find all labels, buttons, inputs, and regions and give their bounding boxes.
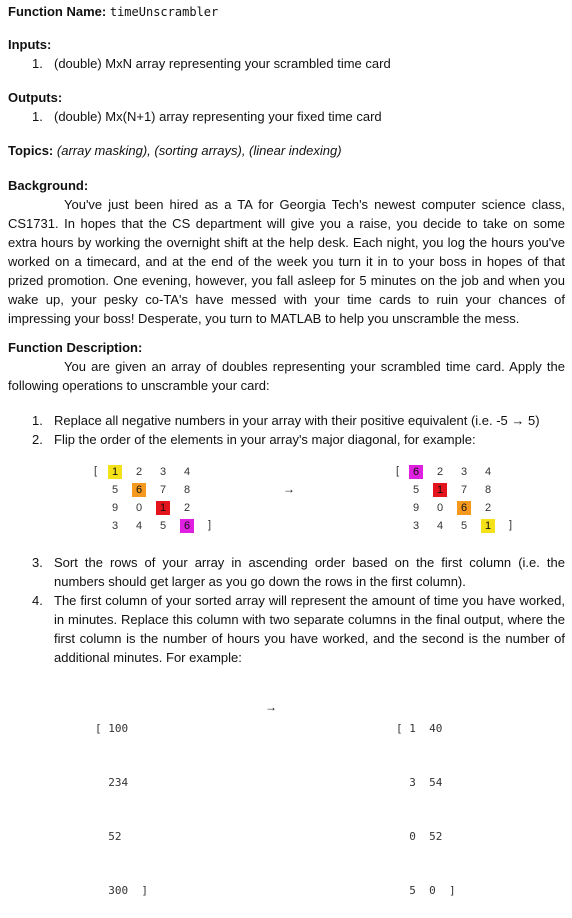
function-name-value: timeUnscrambler xyxy=(109,5,219,19)
background-heading: Background: xyxy=(8,178,89,193)
matrix-cell: 9 xyxy=(111,502,119,514)
matrix-diagonal-cell: 1 xyxy=(481,519,495,533)
inputs-item-text: (double) MxN array representing your scrambled time card xyxy=(54,56,391,71)
matrix-cell: 3 xyxy=(159,466,167,478)
matrix-cell: 3 xyxy=(111,520,119,532)
example2-arrow: → xyxy=(265,700,277,714)
example2-after-line: [ 1 40 xyxy=(396,722,443,735)
example2-after-line: 5 0 ] xyxy=(396,884,456,897)
matrix-diagonal-cell: 1 xyxy=(433,483,447,497)
example2-before-line: 234 xyxy=(95,776,129,789)
topics-label: Topics: xyxy=(8,143,54,158)
matrix-cell: 2 xyxy=(183,502,191,514)
outputs-heading: Outputs: xyxy=(8,90,63,105)
description-intro-text: You are given an array of doubles representing your scrambled time card. Apply the following operations to unscramble your card: xyxy=(8,359,565,393)
example2-before xyxy=(95,684,148,918)
background-text: You've just been hired as a TA for Georgia Tech's newest computer science class, CS1731. In hopes that the CS department will give you a raise, you decide to take on some extra hours by working the overnight shift at the help desk. Each night, you log the hours you've worked on a timecard, and at the end of the week you turn it in to your boss in hopes of that prized promotion. One evening, however, you fall asleep for 5 minutes on the job and when you wake up, your pesky co-TA's have messed with your time cards to ruin your chances of impressing your boss! Desperate, you turn to MATLAB to help you unscramble the mess. xyxy=(8,197,565,326)
list-number: 1. xyxy=(32,56,43,71)
matrix-diagonal-cell: 1 xyxy=(108,465,122,479)
matrix-cell: 9 xyxy=(412,502,420,514)
matrix-cell: 2 xyxy=(436,466,444,478)
step-2 xyxy=(32,430,565,449)
matrix-diagonal-cell: 6 xyxy=(132,483,146,497)
step-text: Flip the order of the elements in your array's major diagonal, for example: xyxy=(54,432,476,447)
matrix-cell: 5 xyxy=(111,484,119,496)
example2-after-line: 3 54 xyxy=(396,776,443,789)
matrix-cell: 3 xyxy=(460,466,468,478)
list-number: 4. xyxy=(32,593,43,608)
function-name-line xyxy=(8,4,218,19)
step-text: Replace all negative numbers in your array with their positive equivalent (i.e. -5 → 5) xyxy=(54,413,540,428)
example2-after xyxy=(396,684,456,918)
matrix-cell: 2 xyxy=(135,466,143,478)
matrix-open-bracket: [ xyxy=(94,465,98,477)
matrix-close-bracket: ] xyxy=(208,519,212,531)
matrix-cell: 5 xyxy=(412,484,420,496)
matrix-open-bracket: [ xyxy=(396,465,400,477)
step-text: The first column of your sorted array will represent the amount of time you have worked, in minutes. Replace this column with two separate columns in the final output, where the first column is the number of hours you have worked, and the second is the number of additional minutes. For example: xyxy=(54,593,565,665)
matrix-cell: 3 xyxy=(412,520,420,532)
list-number: 1. xyxy=(32,413,43,428)
inputs-heading: Inputs: xyxy=(8,37,52,52)
matrix-cell: 0 xyxy=(135,502,143,514)
inputs-item xyxy=(32,54,565,73)
matrix-cell: 0 xyxy=(436,502,444,514)
matrix-cell: 8 xyxy=(484,484,492,496)
list-number: 3. xyxy=(32,555,43,570)
example2-before-line: [ 100 xyxy=(95,722,129,735)
matrix-cell: 5 xyxy=(159,520,167,532)
topics-line xyxy=(8,143,342,158)
matrix-diagonal-cell: 1 xyxy=(156,501,170,515)
step-3 xyxy=(32,553,565,591)
matrix-diagonal-cell: 6 xyxy=(409,465,423,479)
matrix-cell: 4 xyxy=(135,520,143,532)
matrix-cell: 4 xyxy=(183,466,191,478)
list-number: 1. xyxy=(32,109,43,124)
matrix-cell: 4 xyxy=(436,520,444,532)
matrix-cell: 2 xyxy=(484,502,492,514)
matrix-close-bracket: ] xyxy=(509,519,513,531)
example2-after-line: 0 52 xyxy=(396,830,443,843)
matrix-diagonal-cell: 6 xyxy=(180,519,194,533)
example1-arrow: → xyxy=(283,482,295,496)
matrix-cell: 8 xyxy=(183,484,191,496)
description-intro xyxy=(8,357,565,395)
matrix-cell: 5 xyxy=(460,520,468,532)
matrix-cell: 4 xyxy=(484,466,492,478)
step-4 xyxy=(32,591,565,667)
topics-text: (array masking), (sorting arrays), (linear indexing) xyxy=(56,143,342,158)
step-text: Sort the rows of your array in ascending order based on the first column (i.e. the numbers should get larger as you go down the rows in the first column). xyxy=(54,555,565,589)
background-paragraph xyxy=(8,195,565,328)
function-name-label: Function Name: xyxy=(8,4,107,19)
description-heading: Function Description: xyxy=(8,340,143,355)
outputs-item xyxy=(32,107,565,126)
list-number: 2. xyxy=(32,432,43,447)
step-1 xyxy=(32,411,565,430)
matrix-cell: 7 xyxy=(460,484,468,496)
matrix-diagonal-cell: 6 xyxy=(457,501,471,515)
outputs-item-text: (double) Mx(N+1) array representing your fixed time card xyxy=(54,109,382,124)
example2-before-line: 300 ] xyxy=(95,884,148,897)
example2-before-line: 52 xyxy=(95,830,122,843)
matrix-cell: 7 xyxy=(159,484,167,496)
